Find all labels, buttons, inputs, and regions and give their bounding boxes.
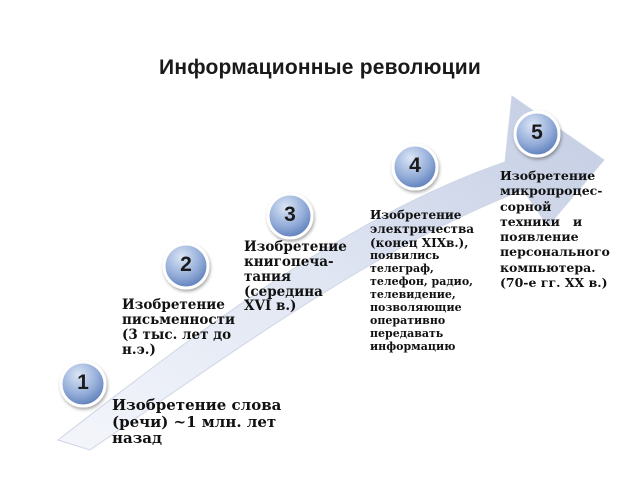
step-5-line: сорной [500,198,552,214]
step-5-line: появление [500,229,579,244]
step-4-line: передавать [370,327,444,341]
step-3-number: 3 [284,203,296,226]
step-5-number: 5 [531,121,543,144]
step-4-line: информацию [370,340,456,354]
step-4-line: телефон, радио, [370,275,474,289]
step-5-description [500,168,610,290]
step-2-line: Изобретение [122,297,225,313]
step-4-line: телеграф, [370,262,434,276]
step-4-line: позволяющие [370,301,462,315]
step-2-line: н.э.) [122,341,156,358]
step-1-line: (речи) ~1 млн. лет [112,412,277,431]
step-4-number: 4 [409,154,421,177]
step-5-line: микропроцес- [500,183,603,199]
step-3-line: книгопеча- [244,253,334,270]
step-3-line: Изобретение [244,239,347,255]
step-1-number: 1 [77,371,89,394]
step-1-line: назад [112,429,162,447]
step-5-line: техники и [500,213,583,229]
step-2-line: письменности [122,311,235,328]
step-5-line: компьютера. [500,259,596,275]
step-5-line: Изобретение [500,168,596,183]
step-1-description [112,397,281,447]
step-3-line: тания [244,268,291,285]
step-5-line: персонального [500,244,610,260]
step-2-number: 2 [180,253,192,276]
step-4-line: Изобретение [370,208,462,222]
step-4-line: оперативно [370,314,446,328]
step-2-line: (3 тыс. лет до [122,326,232,343]
page-title: Информационные революции [159,56,481,79]
step-4-line: (конец XIXв.), [370,236,469,251]
step-3-description [244,240,347,314]
step-4-line: появились [370,249,440,263]
step-4-line: электричества [370,222,475,237]
step-5-line: (70-е гг. XX в.) [500,274,608,290]
step-3-line: XVI в.) [244,298,297,315]
step-4-line: телевидение, [370,288,456,302]
step-1-line: Изобретение слова [112,396,282,414]
step-3-line: (середина [244,283,323,300]
step-4-description [370,208,474,354]
step-2-description [122,298,235,357]
